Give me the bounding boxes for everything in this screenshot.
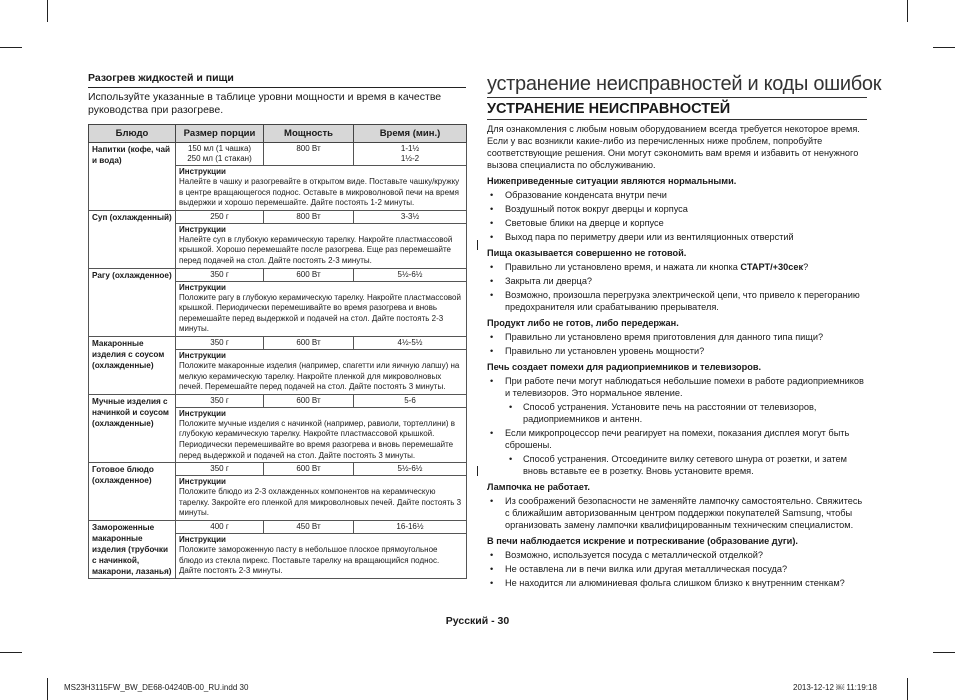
instructions-cell	[176, 476, 467, 521]
time-cell: 5-6	[354, 394, 467, 407]
table-row	[89, 143, 467, 166]
troubleshooting-title: УСТРАНЕНИЕ НЕИСПРАВНОСТЕЙ	[487, 101, 867, 120]
normal-heading: Нижеприведенные ситуации являются нормальными.	[487, 176, 737, 186]
time-cell: 5½-6½	[354, 463, 467, 476]
crop-mark	[933, 652, 955, 653]
crop-mark	[47, 0, 48, 22]
dish-cell: Готовое блюдо (охлажденное)	[89, 463, 176, 521]
instructions-text: Положите макаронные изделия (например, спагетти или яичную лапшу) на мелкую керамическую тарелку. Накройте пленкой для микроволновых печей. Перемешайте перед подачей на стол. Дайте постоять 3 минуты.	[179, 360, 460, 392]
crop-mark	[477, 240, 478, 250]
power-cell: 800 Вт	[264, 143, 354, 166]
reheat-intro: Используйте указанные в таблице уровни мощности и время в качестве руководства при разогреве.	[88, 91, 442, 116]
instructions-cell	[176, 533, 467, 578]
start-button-label: СТАРТ/+30сек	[740, 262, 804, 272]
list-item: • Воздушный поток вокруг дверцы и корпуса	[487, 203, 867, 215]
time-cell: 1-1½ 1½-2	[354, 143, 467, 166]
list-item: • Образование конденсата внутри печи	[487, 189, 867, 201]
table-header-row	[89, 125, 467, 143]
list-item: • При работе печи могут наблюдаться небольшие помехи в работе радиоприемников и телевизоров. Это нормальное явление.	[487, 375, 867, 399]
list-item: • Правильно ли установлено время приготовления для данного типа пищи?	[487, 331, 867, 343]
radio-list	[487, 375, 867, 477]
table-row	[89, 268, 467, 281]
list-item: • Если микропроцессор печи реагирует на помехи, показания дисплея могут быть сброшены.	[487, 427, 867, 451]
reheat-table	[88, 124, 467, 579]
normal-list	[487, 189, 867, 243]
chapter-title: устранение неисправностей и коды ошибок	[487, 73, 882, 95]
table-row	[89, 520, 467, 533]
sub-list-item: • Способ устранения. Установите печь на расстоянии от телевизоров, радиоприемников и антенн.	[487, 401, 867, 425]
portion-cell: 400 г	[176, 520, 264, 533]
crop-mark	[477, 466, 478, 476]
footer-filename: MS23H3115FW_BW_DE68-04240B-00_RU.indd 30	[64, 683, 249, 692]
dish-cell: Мучные изделия с начинкой и соусом (охлажденные)	[89, 394, 176, 462]
list-item: • Возможно, используется посуда с металлической отделкой?	[487, 549, 867, 561]
list-item: • Из соображений безопасности не заменяйте лампочку самостоятельно. Свяжитесь с ближайшим авторизованным центром поддержки покупателей Samsung, чтобы организовать замену лампочки квалифицированным техническим специалистом.	[487, 495, 867, 531]
radio-heading: Печь создает помехи для радиоприемников и телевизоров.	[487, 362, 762, 372]
time-cell: 4½-5½	[354, 336, 467, 349]
list-item: • Правильно ли установлен уровень мощности?	[487, 345, 867, 357]
crop-mark	[907, 0, 908, 22]
instructions-label: Инструкции	[179, 350, 226, 360]
sparking-list	[487, 549, 867, 589]
portion-cell: 350 г	[176, 463, 264, 476]
table-row	[89, 336, 467, 349]
instructions-cell	[176, 349, 467, 394]
lamp-heading: Лампочка не работает.	[487, 482, 590, 492]
left-column	[88, 72, 466, 579]
dish-cell: Макаронные изделия с соусом (охлажденные)	[89, 336, 176, 394]
divider	[487, 97, 867, 98]
not-cooked-list	[487, 261, 867, 313]
instructions-text: Налейте в чашку и разогревайте в открытом виде. Поставьте чашку/кружку в центре вращающегося поднос. Оставьте в микроволновой печи на время выдержки и хорошо перемешайте. Дайте постоять 1-2 минуты.	[179, 177, 460, 208]
instructions-text: Положите мучные изделия с начинкой (например, равиоли, тортеллини) в глубокую керамическую тарелку. Накройте пластмассовой крышкой. Периодически перемешивайте во время разогрева и вновь перемешайте перед выдержкой и подачей на стол. Дайте постоять 3 минуты.	[179, 418, 455, 460]
crop-mark	[0, 652, 22, 653]
page-number: Русский - 30	[445, 615, 510, 627]
portion-cell: 250 г	[176, 210, 264, 223]
sub-list-item: • Способ устранения. Отсоедините вилку сетевого шнура от розетки, и затем вновь вставьте ее в розетку. Вновь установите время.	[487, 453, 867, 477]
instructions-text: Положите замороженную пасту в небольшое плоское прямоугольное блюдо из стекла пирекс. Поставьте тарелку на вращающийся поднос. Дайте постоять 2-3 минуты.	[179, 544, 440, 576]
portion-cell: 350 г	[176, 394, 264, 407]
list-item: • Закрыта ли дверца?	[487, 275, 867, 287]
list-item-text: Правильно ли установлено время, и нажата ли кнопка	[505, 262, 741, 272]
time-cell: 3-3½	[354, 210, 467, 223]
list-item	[487, 261, 867, 273]
list-item: • Не находится ли алюминиевая фольга слишком близко к внутренним стенкам?	[487, 577, 867, 589]
crop-mark	[0, 47, 22, 48]
not-cooked-heading: Пища оказывается совершенно не готовой.	[487, 248, 687, 258]
list-item: • Не оставлена ли в печи вилка или другая металлическая посуда?	[487, 563, 867, 575]
instructions-label: Инструкции	[179, 408, 226, 418]
power-cell: 800 Вт	[264, 210, 354, 223]
col-header-power: Мощность	[264, 125, 354, 143]
power-cell: 450 Вт	[264, 520, 354, 533]
table-body	[89, 143, 467, 579]
power-cell: 600 Вт	[264, 394, 354, 407]
over-under-list	[487, 331, 867, 357]
instructions-label: Инструкции	[179, 167, 226, 176]
instructions-text: Положите блюдо из 2-3 охлажденных компонентов на керамическую тарелку. Закройте его пленкой для микроволновых печей. Дайте постоять 3 минуты.	[179, 487, 462, 518]
sparking-heading: В печи наблюдается искрение и потрескивание (образование дуги).	[487, 536, 798, 546]
footer-timestamp: 2013-12-12 ￼ 11:19:18	[793, 683, 877, 692]
time-cell: 16-16½	[354, 520, 467, 533]
crop-mark	[907, 678, 908, 700]
power-cell: 600 Вт	[264, 336, 354, 349]
reheat-section-title: Разогрев жидкостей и пищи	[88, 72, 466, 88]
instructions-label: Инструкции	[179, 282, 226, 292]
power-cell: 600 Вт	[264, 463, 354, 476]
table-row	[89, 394, 467, 407]
dish-cell: Рагу (охлажденное)	[89, 268, 176, 336]
portion-cell: 150 мл (1 чашка) 250 мл (1 стакан)	[176, 143, 264, 166]
instructions-cell	[176, 407, 467, 462]
instructions-label: Инструкции	[179, 477, 226, 487]
lamp-list	[487, 495, 867, 531]
instructions-label: Инструкции	[179, 224, 226, 234]
table-row	[89, 210, 467, 223]
power-cell: 600 Вт	[264, 268, 354, 281]
over-under-heading: Продукт либо не готов, либо передержан.	[487, 318, 679, 328]
list-item: • Возможно, произошла перегрузка электрической цепи, что привело к перегоранию предохранителя или срабатыванию прерывателя.	[487, 289, 867, 313]
troubleshooting-intro: Для ознакомления с любым новым оборудованием всегда требуется некоторое время. Если у вас возникли какие-либо из перечисленных ниже проблем, попробуйте соответствующие решения. Они могут сэкономить вам время и избавить от ненужного вызова специалиста по обслуживанию.	[487, 124, 860, 170]
instructions-label: Инструкции	[179, 534, 226, 544]
portion-cell: 350 г	[176, 268, 264, 281]
crop-mark	[933, 47, 955, 48]
col-header-portion: Размер порции	[176, 125, 264, 143]
instructions-cell	[176, 223, 467, 268]
instructions-text: Положите рагу в глубокую керамическую тарелку. Накройте пластмассовой крышкой. Периодически перемешивайте во время разогрева и вновь перемешайте перед выдержкой и подачей на стол. Дайте постоять 2-3 минуты.	[179, 292, 461, 334]
crop-mark	[47, 678, 48, 700]
list-item-text: ?	[803, 262, 809, 272]
table-row	[89, 463, 467, 476]
dish-cell: Напитки (кофе, чай и вода)	[89, 143, 176, 211]
col-header-dish: Блюдо	[89, 125, 176, 143]
dish-cell: Суп (охлажденный)	[89, 210, 176, 268]
instructions-cell	[176, 166, 467, 211]
col-header-time: Время (мин.)	[354, 125, 467, 143]
time-cell: 5½-6½	[354, 268, 467, 281]
right-column	[487, 72, 882, 591]
dish-cell: Замороженные макаронные изделия (трубочки с начинкой, макарони, лазанья)	[89, 520, 176, 578]
list-item: • Выход пара по периметру двери или из вентиляционных отверстий	[487, 231, 867, 243]
portion-cell: 350 г	[176, 336, 264, 349]
instructions-cell	[176, 281, 467, 336]
instructions-text: Налейте суп в глубокую керамическую тарелку. Накройте пластмассовой крышкой. Хорошо перемешайте после разогрева. Еще раз перемешайте перед подачей на стол. Дайте постоять 2-3 минуты.	[179, 234, 453, 265]
list-item: • Световые блики на дверце и корпусе	[487, 217, 867, 229]
